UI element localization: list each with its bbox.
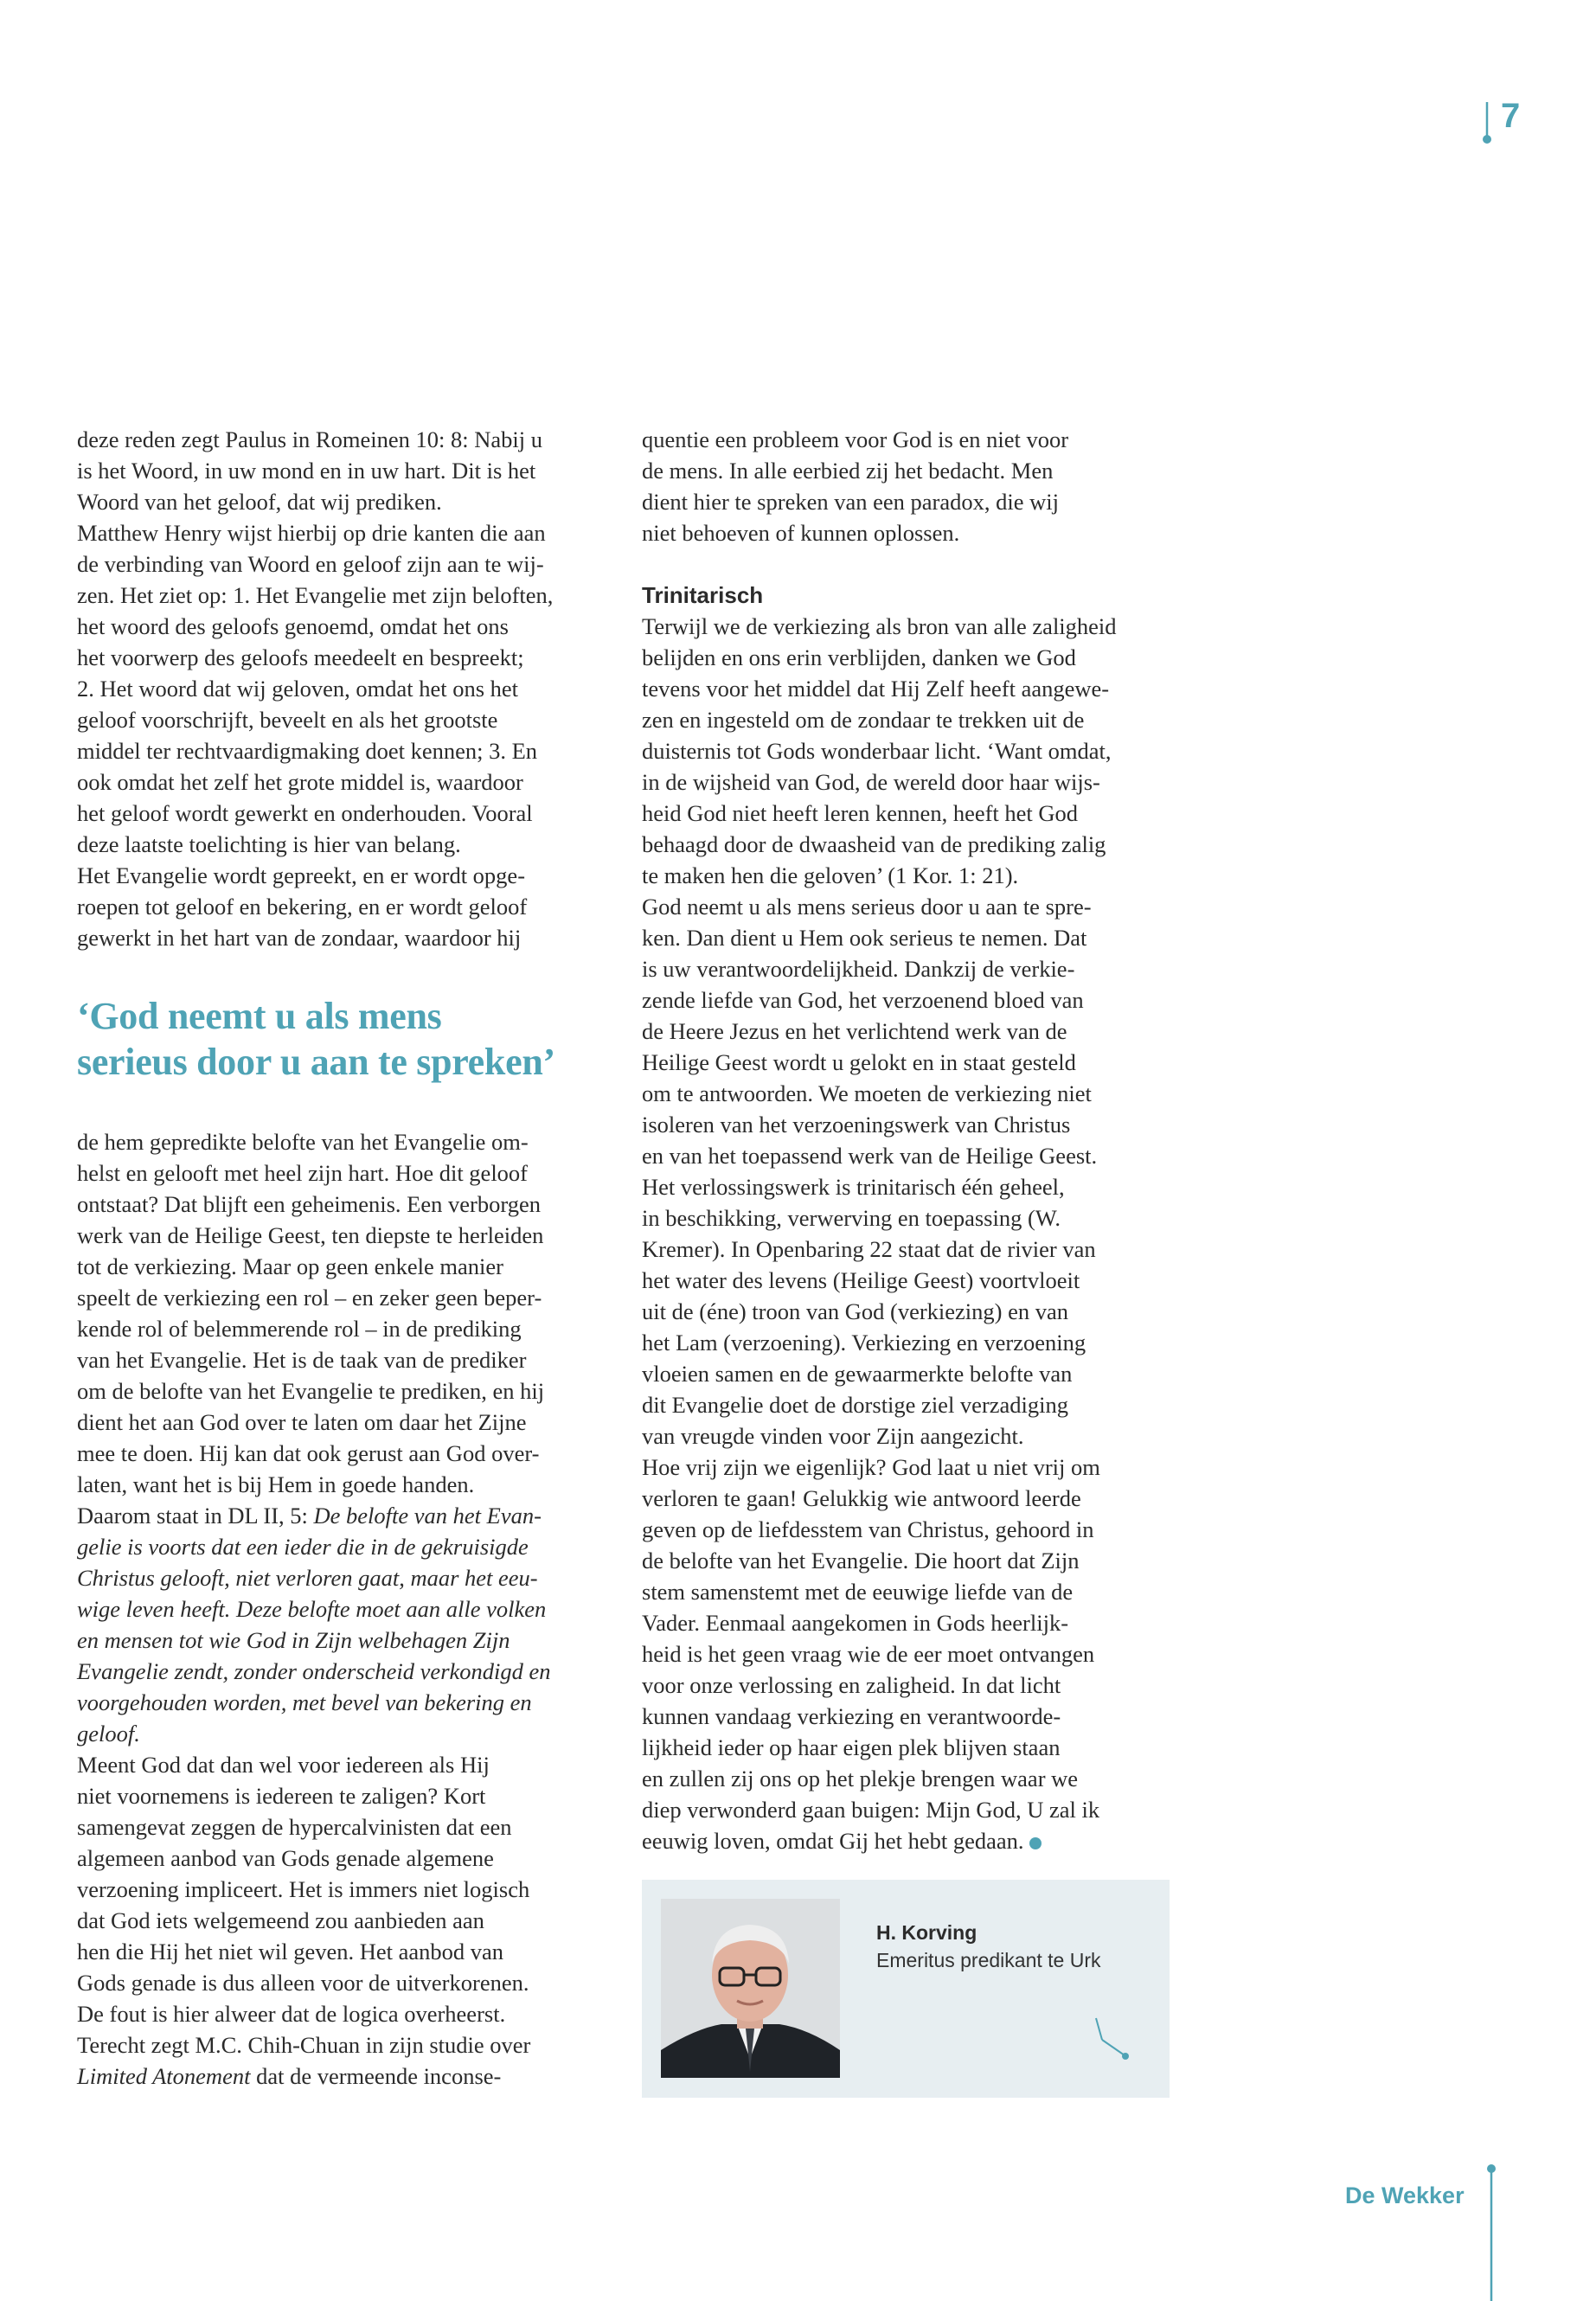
author-box <box>642 1880 1170 2098</box>
text-line: belijden en ons erin verblijden, danken we God <box>642 644 1076 670</box>
dl-quote-italic <box>77 1531 609 1749</box>
right-paragraph-body <box>642 611 1174 1825</box>
dl-intro: Daarom staat in DL II, 5: <box>77 1503 314 1529</box>
compass-hand-icon <box>1092 2014 1135 2066</box>
author-name: H. Korving <box>876 1921 977 1944</box>
text-line: voor onze verlossing en zaligheid. In dat licht <box>642 1672 1061 1698</box>
text-line: van vreugde vinden voor Zijn aangezicht. <box>642 1423 1024 1449</box>
page-number: 7 <box>1501 97 1521 135</box>
text-line: lijkheid ieder op haar eigen plek blijven staan <box>642 1734 1061 1760</box>
text-line: behaagd door de dwaasheid van de prediking zalig <box>642 831 1106 857</box>
text-line: de verbinding van Woord en geloof zijn aan te wij- <box>77 551 544 577</box>
text-line: diep verwonderd gaan buigen: Mijn God, U zal ik <box>642 1797 1100 1823</box>
text-line: Christus gelooft, niet verloren gaat, maar het eeu- <box>77 1565 538 1591</box>
left-paragraph-mid <box>77 1126 609 1500</box>
text-line: Vader. Eenmaal aangekomen in Gods heerlijk- <box>642 1610 1069 1636</box>
text-line: de Heere Jezus en het verlichtend werk van de <box>642 1018 1067 1044</box>
text-line: De fout is hier alweer dat de logica overheerst. <box>77 2001 506 2027</box>
text-line: van het Evangelie. Het is de taak van de prediker <box>77 1347 527 1373</box>
closing-line: eeuwig loven, omdat Gij het hebt gedaan. <box>642 1828 1024 1854</box>
text-line: Meent God dat dan wel voor iedereen als Hij <box>77 1752 490 1778</box>
text-line: dit Evangelie doet de dorstige ziel verzadiging <box>642 1392 1069 1418</box>
text-line: geven op de liefdesstem van Christus, gehoord in <box>642 1516 1094 1542</box>
text-line: Hoe vrij zijn we eigenlijk? God laat u niet vrij om <box>642 1454 1100 1480</box>
text-line: Evangelie zendt, zonder onderscheid verkondigd en <box>77 1658 551 1684</box>
text-line: om te antwoorden. We moeten de verkiezing niet <box>642 1080 1092 1106</box>
text-line: en van het toepassend werk van de Heilige Geest. <box>642 1143 1098 1169</box>
footer-rule-icon <box>1485 2163 1497 2301</box>
text-line: Heilige Geest wordt u gelokt en in staat gesteld <box>642 1049 1076 1075</box>
text-line: 2. Het woord dat wij geloven, omdat het ons het <box>77 676 519 702</box>
text-line: verloren te gaan! Gelukkig wie antwoord leerde <box>642 1485 1081 1511</box>
text-line: heid God niet heeft leren kennen, heeft het God <box>642 800 1079 826</box>
text-line: middel ter rechtvaardigmaking doet kennen; 3. En <box>77 738 538 764</box>
text-line: ook omdat het zelf het grote middel is, waardoor <box>77 769 523 795</box>
right-last-line <box>642 1825 1174 1856</box>
text-line: het water des levens (Heilige Geest) voortvloeit <box>642 1267 1080 1293</box>
text-line: de belofte van het Evangelie. Die hoort dat Zijn <box>642 1548 1080 1574</box>
magazine-title: De Wekker <box>1345 2182 1465 2208</box>
text-line: gewerkt in het hart van de zondaar, waardoor hij <box>77 925 522 951</box>
right-paragraph-top <box>642 424 1174 548</box>
text-line: samengevat zeggen de hypercalvinisten dat een <box>77 1814 512 1840</box>
text-line: isoleren van het verzoeningswerk van Christus <box>642 1112 1071 1138</box>
dl-citation-intro-line <box>77 1500 609 1531</box>
text-line: te maken hen die geloven’ (1 Kor. 1: 21). <box>642 862 1019 888</box>
text-line: hen die Hij het niet wil geven. Het aanbod van <box>77 1939 504 1965</box>
text-line: heid is het geen vraag wie de eer moet ontvangen <box>642 1641 1095 1667</box>
pull-quote-line-2: serieus door u aan te spreken’ <box>77 1041 555 1083</box>
text-line: het woord des geloofs genoemd, omdat het ons <box>77 613 509 639</box>
text-line: kunnen vandaag verkiezing en verantwoorde- <box>642 1703 1061 1729</box>
text-line: Gods genade is dus alleen voor de uitverkorenen. <box>77 1970 529 1996</box>
right-column <box>642 424 1174 1856</box>
text-line: is het Woord, in uw mond en in uw hart. Dit is het <box>77 458 536 484</box>
author-photo <box>661 1899 840 2078</box>
section-heading: Trinitarisch <box>642 582 764 608</box>
text-line: duisternis tot Gods wonderbaar licht. ‘Want omdat, <box>642 738 1112 764</box>
pull-quote <box>77 993 609 1085</box>
text-line: niet voornemens is iedereen te zaligen? Kort <box>77 1783 486 1809</box>
text-line: en zullen zij ons op het plekje brengen waar we <box>642 1766 1079 1791</box>
text-line: zen en ingesteld om de zondaar te trekken uit de <box>642 707 1085 733</box>
text-line: ken. Dan dient u Hem ook serieus te nemen. Dat <box>642 925 1087 951</box>
text-line: deze laatste toelichting is hier van belang. <box>77 831 461 857</box>
text-line: Terwijl we de verkiezing als bron van alle zaligheid <box>642 613 1117 639</box>
text-line: Woord van het geloof, dat wij prediken. <box>77 489 442 515</box>
text-line: tevens voor het middel dat Hij Zelf heeft aangewe- <box>642 676 1110 702</box>
text-line: de hem gepredikte belofte van het Evangelie om- <box>77 1129 529 1155</box>
text-line: geloof. <box>77 1721 140 1747</box>
text-line: het voorwerp des geloofs meedeelt en bespreekt; <box>77 644 524 670</box>
book-title: Limited Atonement <box>77 2063 251 2089</box>
text-line: verzoening impliceert. Het is immers niet logisch <box>77 1876 530 1902</box>
left-paragraph-after <box>77 1749 609 2061</box>
end-mark-icon <box>1029 1837 1042 1849</box>
text-line: stem samenstemt met de eeuwige liefde van de <box>642 1579 1074 1605</box>
text-line: Het verlossingswerk is trinitarisch één geheel, <box>642 1174 1065 1200</box>
text-line: algemeen aanbod van Gods genade algemene <box>77 1845 494 1871</box>
last-line-rest: dat de vermeende inconse- <box>250 2063 502 2089</box>
text-line: voorgehouden worden, met bevel van bekering en <box>77 1689 532 1715</box>
text-line: wige leven heeft. Deze belofte moet aan alle volken <box>77 1596 547 1622</box>
text-line: quentie een probleem voor God is en niet voor <box>642 426 1069 452</box>
text-line: tot de verkiezing. Maar op geen enkele manier <box>77 1253 503 1279</box>
text-line: Terecht zegt M.C. Chih-Chuan in zijn studie over <box>77 2032 531 2058</box>
text-line: werk van de Heilige Geest, ten diepste te herleiden <box>77 1222 544 1248</box>
text-line: Matthew Henry wijst hierbij op drie kanten die aan <box>77 520 546 546</box>
text-line: kende rol of belemmerende rol – in de prediking <box>77 1316 522 1342</box>
text-line: Het Evangelie wordt gepreekt, en er wordt opge- <box>77 862 526 888</box>
text-line: uit de (éne) troon van God (verkiezing) en van <box>642 1298 1069 1324</box>
text-line: geloof voorschrijft, beveelt en als het grootste <box>77 707 498 733</box>
text-line: in beschikking, verwerving en toepassing (W. <box>642 1205 1061 1231</box>
text-line: vloeien samen en de gewaarmerkte belofte van <box>642 1361 1073 1387</box>
text-line: gelie is voorts dat een ieder die in de gekruisigde <box>77 1534 529 1560</box>
left-column <box>77 424 609 2092</box>
left-last-line <box>77 2061 609 2092</box>
text-line: dat God iets welgemeend zou aanbieden aan <box>77 1907 484 1933</box>
dl-quote-start: De belofte van het Evan- <box>313 1503 542 1529</box>
pull-quote-line-1: ‘God neemt u als mens <box>77 995 442 1037</box>
text-line: het Lam (verzoening). Verkiezing en verzoening <box>642 1330 1086 1356</box>
text-line: laten, want het is bij Hem in goede handen. <box>77 1471 475 1497</box>
text-line: het geloof wordt gewerkt en onderhouden. Vooral <box>77 800 533 826</box>
text-line: en mensen tot wie God in Zijn welbehagen Zijn <box>77 1627 510 1653</box>
text-line: helst en gelooft met heel zijn hart. Hoe dit geloof <box>77 1160 529 1186</box>
text-line: zende liefde van God, het verzoenend bloed van <box>642 987 1084 1013</box>
text-line: in de wijsheid van God, de wereld door haar wijs- <box>642 769 1100 795</box>
text-line: dient hier te spreken van een paradox, die wij <box>642 489 1059 515</box>
text-line: om de belofte van het Evangelie te prediken, en hij <box>77 1378 545 1404</box>
text-line: deze reden zegt Paulus in Romeinen 10: 8: Nabij u <box>77 426 542 452</box>
text-line: God neemt u als mens serieus door u aan te spre- <box>642 894 1092 920</box>
text-line: mee te doen. Hij kan dat ook gerust aan God over- <box>77 1440 540 1466</box>
text-line: ontstaat? Dat blijft een geheimenis. Een verborgen <box>77 1191 541 1217</box>
text-line: de mens. In alle eerbied zij het bedacht. Men <box>642 458 1054 484</box>
text-line: speelt de verkiezing een rol – en zeker geen beper- <box>77 1285 542 1311</box>
text-line: is uw verantwoordelijkheid. Dankzij de verkie- <box>642 956 1075 982</box>
author-role: Emeritus predikant te Urk <box>876 1949 1101 1971</box>
header-rule-icon <box>1481 102 1493 145</box>
text-line: niet behoeven of kunnen oplossen. <box>642 520 960 546</box>
text-line: Kremer). In Openbaring 22 staat dat de rivier van <box>642 1236 1096 1262</box>
text-line: zen. Het ziet op: 1. Het Evangelie met zijn beloften, <box>77 582 554 608</box>
left-paragraph-before-quote <box>77 424 609 953</box>
text-line: roepen tot geloof en bekering, en er wordt geloof <box>77 894 528 920</box>
text-line: dient het aan God over te laten om daar het Zijne <box>77 1409 527 1435</box>
